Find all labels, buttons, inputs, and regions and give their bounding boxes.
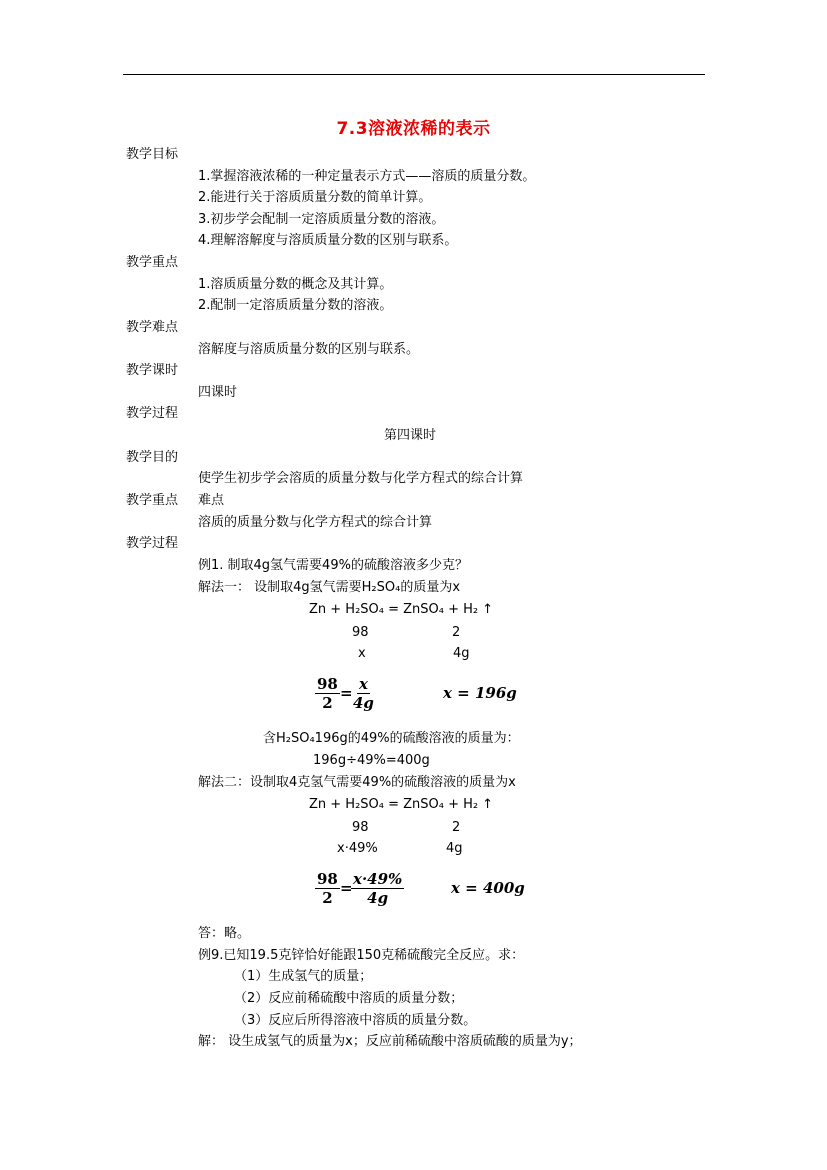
lesson-title: 第四课时: [384, 428, 437, 443]
equals-sign: =: [340, 879, 353, 897]
arrow-up-icon: ↑: [482, 602, 494, 617]
molar-mass-h2so4: 98: [352, 625, 369, 640]
answer-text: 答：略。: [198, 926, 251, 941]
page-title: 7.3溶液浓稀的表示: [336, 119, 491, 139]
hours-text: 四课时: [198, 385, 238, 400]
example9-item: （2）反应前稀硫酸中溶质的质量分数；: [234, 991, 464, 1006]
result-400g: x = 400g: [451, 879, 525, 897]
reaction-equation-2: [309, 797, 493, 813]
key-label: 教学重点: [126, 255, 179, 270]
result-196g: x = 196g: [443, 684, 517, 702]
molar-mass-h2: 2: [452, 625, 461, 640]
fraction-x49-4g: $\frac{x\cdot 49\%}{4g}$: [353, 870, 403, 907]
example1-question: 例1. 制取4g氢气需要49%的硫酸溶液多少克？: [198, 558, 468, 573]
goal-item: 2.能进行关于溶质质量分数的简单计算。: [198, 190, 432, 205]
var-4g: 4g: [453, 646, 470, 661]
method1-intro: 解法一： 设制取4g氢气需要H₂SO₄的质量为x: [198, 580, 461, 595]
goal-item: 3.初步学会配制一定溶质质量分数的溶液。: [198, 212, 445, 227]
fraction-98-2: $\frac{98}{2}$: [317, 870, 338, 907]
arrow-up-icon: ↑: [482, 797, 494, 812]
var-4g: 4g: [446, 841, 463, 856]
difficulty-label: 教学难点: [126, 320, 179, 335]
method2-intro: 解法二：设制取4克氢气需要49%的硫酸溶液的质量为x: [198, 775, 516, 790]
difficulty-text: 溶解度与溶质质量分数的区别与联系。: [198, 342, 420, 357]
fraction-x-4g: $\frac{x}{4g}$: [353, 675, 374, 712]
process2-label: 教学过程: [126, 536, 179, 551]
method1-line2: 196g÷49%=400g: [313, 753, 430, 768]
reaction-equation: [309, 602, 493, 618]
equals-sign: =: [340, 684, 353, 702]
example9-solution: 解： 设生成氢气的质量为x；反应前稀硫酸中溶质硫酸的质量为y；: [198, 1034, 582, 1049]
key-item: 2.配制一定溶质质量分数的溶液。: [198, 298, 393, 313]
purpose-text: 使学生初步学会溶质的质量分数与化学方程式的综合计算: [198, 471, 524, 486]
hours-label: 教学课时: [126, 363, 179, 378]
method1-line1: 含H₂SO₄196g的49%的硫酸溶液的质量为：: [263, 731, 520, 746]
var-x49: x·49%: [337, 841, 378, 856]
purpose-label: 教学目的: [126, 450, 179, 465]
key2-text: 溶质的质量分数与化学方程式的综合计算: [198, 515, 433, 530]
var-x: x: [358, 646, 366, 661]
molar-mass-h2: 2: [452, 820, 461, 835]
equation-text: Zn + H₂SO₄ = ZnSO₄ + H₂: [309, 602, 479, 617]
goal-label: 教学目标: [126, 147, 179, 162]
header-rule: [123, 74, 705, 75]
key-item: 1.溶质质量分数的概念及其计算。: [198, 277, 393, 292]
example9-question: 例9.已知19.5克锌恰好能跟150克稀硫酸完全反应。求：: [198, 948, 525, 963]
goal-item: 4.理解溶解度与溶质质量分数的区别与联系。: [198, 233, 458, 248]
goal-item: 1.掌握溶液浓稀的一种定量表示方式——溶质的质量分数。: [198, 169, 536, 184]
key2-label: 教学重点: [126, 493, 179, 508]
example9-item: （1）生成氢气的质量；: [234, 969, 373, 984]
process-label: 教学过程: [126, 406, 179, 421]
equation-text: Zn + H₂SO₄ = ZnSO₄ + H₂: [309, 797, 479, 812]
difficulty-inline: 难点: [198, 493, 225, 508]
molar-mass-h2so4: 98: [352, 820, 369, 835]
example9-item: （3）反应后所得溶液中溶质的质量分数。: [234, 1013, 477, 1028]
fraction-98-2: $\frac{98}{2}$: [317, 675, 338, 712]
